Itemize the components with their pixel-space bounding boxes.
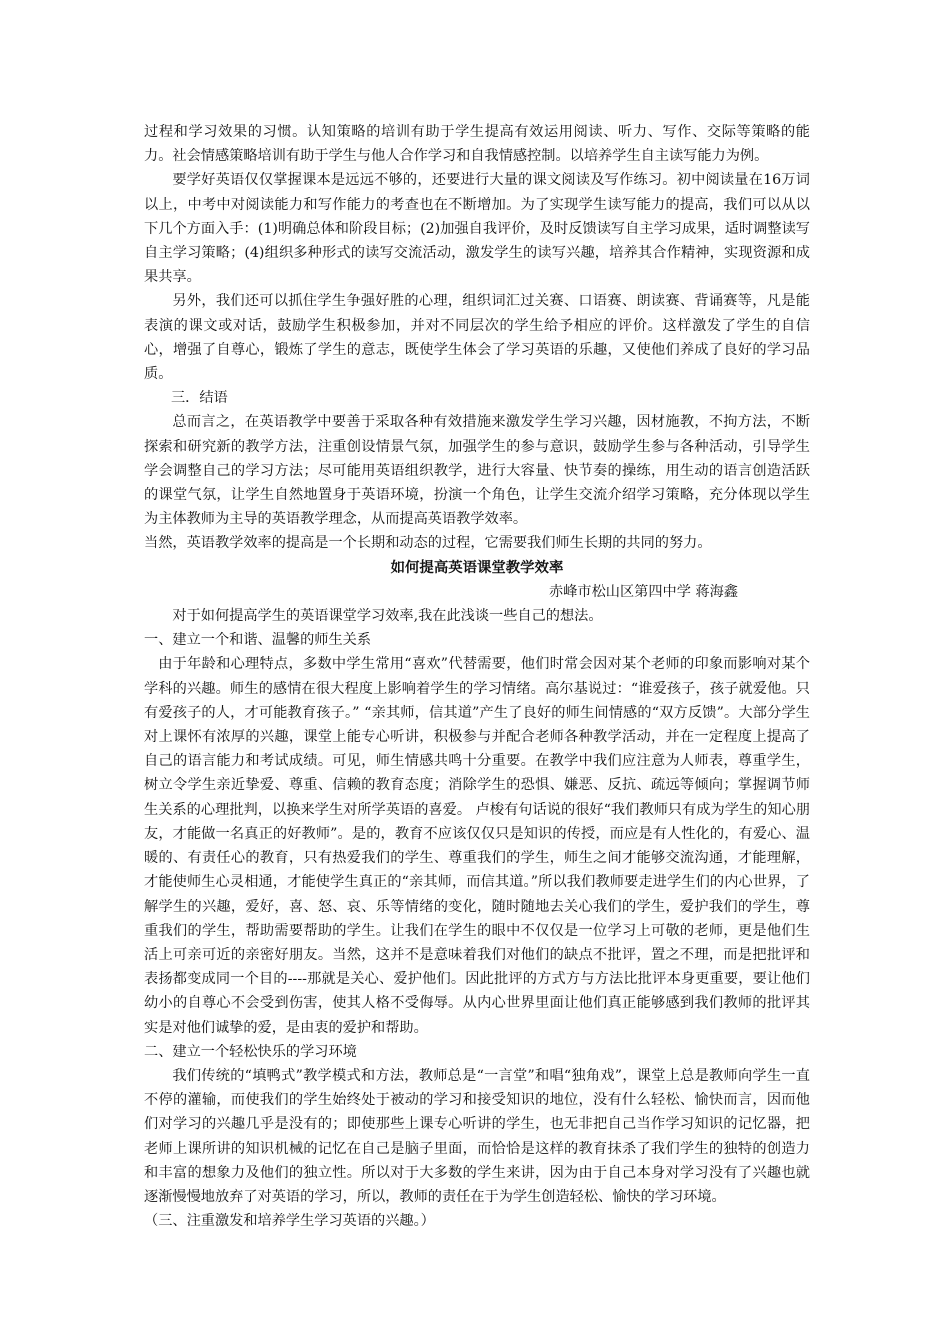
paragraph-closing: 当然，英语教学效率的提高是一个长期和动态的过程，它需要我们师生长期的共同的努力。 (144, 535, 712, 552)
paragraph-competitions: 另外，我们还可以抓住学生争强好胜的心理，组织词汇过关赛、口语赛、朗读赛、背诵赛等，凡是能表演的课文或对话，鼓励学生积极参加，并对不同层次的学生给予相应的评价。这样激发了学生的自信心，增强了自尊心，锻炼了学生的意志，既使学生体会了学习英语的乐趣，又使他们养成了良好的学习品质。 (144, 293, 810, 383)
paragraph-reading-writing: 要学好英语仅仅掌握课本是远远不够的，还要进行大量的课文阅读及写作练习。初中阅读量在16万词以上，中考中对阅读能力和写作能力的考查也在不断增加。为了实现学生读写能力的提高，我们可以从以下几个方面入手：(1)明确总体和阶段目标；(2)加强自我评价，及时反馈读写自主学习成果，适时调整读写自主学习策略；(4)组织多种形式的读写交流活动，激发学生的读写兴趣，培养其合作精神，实现资源和成果共享。 (144, 172, 810, 286)
section2-heading: 二、建立一个轻松快乐的学习环境 (144, 1043, 357, 1060)
article-author: 赤峰市松山区第四中学 蒋海鑫 (549, 583, 738, 600)
section1-body: 由于年龄和心理特点，多数中学生常用“喜欢”代替需要，他们时常会因对某个老师的印象而影响对某个学科的兴趣。师生的感情在很大程度上影响着学生的学习情绪。高尔基说过：“谁爱孩子，孩子就爱他。只有爱孩子的人，才可能教育孩子。” “亲其师，信其道”产生了良好的师生间情感的“双方反馈”。大部分学生对上课怀有浓厚的兴趣，课堂上能专心听讲，积极参与并配合老师各种教学活动，并在一定程度上提高了自己的语言能力和考试成绩。可见，师生情感共鸣十分重要。在教学中我们应注意为人师表，尊重学生，树立令学生亲近挚爱、尊重、信赖的教育态度；消除学生的恐惧、嫌恶、反抗、疏远等倾向；掌握调节师生关系的心理批判，以换来学生对所学英语的喜爱。 卢梭有句话说的很好“我们教师只有成为学生的知心朋友，才能做一名真正的好教师”。是的，教育不应该仅仅只是知识的传授，而应是有人性化的，有爱心、温暖的、有责任心的教育，只有热爱我们的学生、尊重我们的学生，师生之间才能够交流沟通，才能理解，才能使师生心灵相通，才能使学生真正的“亲其师，而信其道。”所以我们教师要走进学生们的内心世界，了解学生的兴趣，爱好，喜、怒、哀、乐等情绪的变化，随时随地去关心我们的学生，爱护我们的学生，尊重我们的学生，帮助需要帮助的学生。让我们在学生的眼中不仅仅是一位学习上可敬的老师，更是他们生活上可亲可近的亲密好朋友。当然，这并不是意味着我们对他们的缺点不批评，置之不理，而是把批评和表扬都变成同一个目的----那就是关心、爱护他们。因此批评的方式方与方法比批评本身更重要，要让他们幼小的自尊心不会受到伤害，使其人格不受侮辱。从内心世界里面让他们真正能够感到我们教师的批评其实是对他们诚挚的爱，是由衷的爱护和帮助。 (144, 656, 810, 1036)
conclusion-heading: 三．结语 (170, 390, 228, 407)
article-intro: 对于如何提高学生的英语课堂学习效率,我在此浅谈一些自己的想法。 (172, 608, 603, 625)
paragraph-strategy-training: 过程和学习效果的习惯。认知策略的培训有助于学生提高有效运用阅读、听力、写作、交际等策略的能力。社会情感策略培训有助于学生与他人合作学习和自我情感控制。以培养学生自主读写能力为例。 (144, 124, 810, 165)
section3-heading: （三、注重激发和培养学生学习英语的兴趣。） (144, 1213, 435, 1230)
paragraph-conclusion: 总而言之，在英语教学中要善于采取各种有效措施来激发学生学习兴趣，因材施教，不拘方法，不断探索和研究新的教学方法，注重创设情景气氛，加强学生的参与意识，鼓励学生参与各种活动，引导学生学会调整自己的学习方法；尽可能用英语组织教学，进行大容量、快节奏的操练，用生动的语言创造活跃的课堂气氛，让学生自然地置身于英语环境，扮演一个角色，让学生交流介绍学习策略，充分体现以学生为主体教师为主导的英语教学理念，从而提高英语教学效率。 (144, 414, 810, 528)
section2-body: 我们传统的“填鸭式”教学模式和方法，教师总是“一言堂”和唱“独角戏”，课堂上总是教师向学生一直不停的灌输，而使我们的学生始终处于被动的学习和接受知识的地位，没有什么轻松、愉快而言，因而他们对学习的兴趣几乎是没有的；即使那些上课专心听讲的学生，也无非把自己当作学习知识的记忆器，把老师上课所讲的知识机械的记忆在自己是脑子里面，而恰恰是这样的教育抹杀了我们学生的独特的创造力和丰富的想象力及他们的独立性。所以对于大多数的学生来讲，因为由于自己本身对学习没有了兴趣也就逐渐慢慢地放弃了对英语的学习，所以，教师的责任在于为学生创造轻松、愉快的学习环境。 (144, 1067, 810, 1205)
document-page (144, 120, 810, 1233)
section1-heading: 一、建立一个和谐、温馨的师生关系 (144, 632, 372, 649)
article-title: 如何提高英语课堂教学效率 (390, 559, 564, 576)
